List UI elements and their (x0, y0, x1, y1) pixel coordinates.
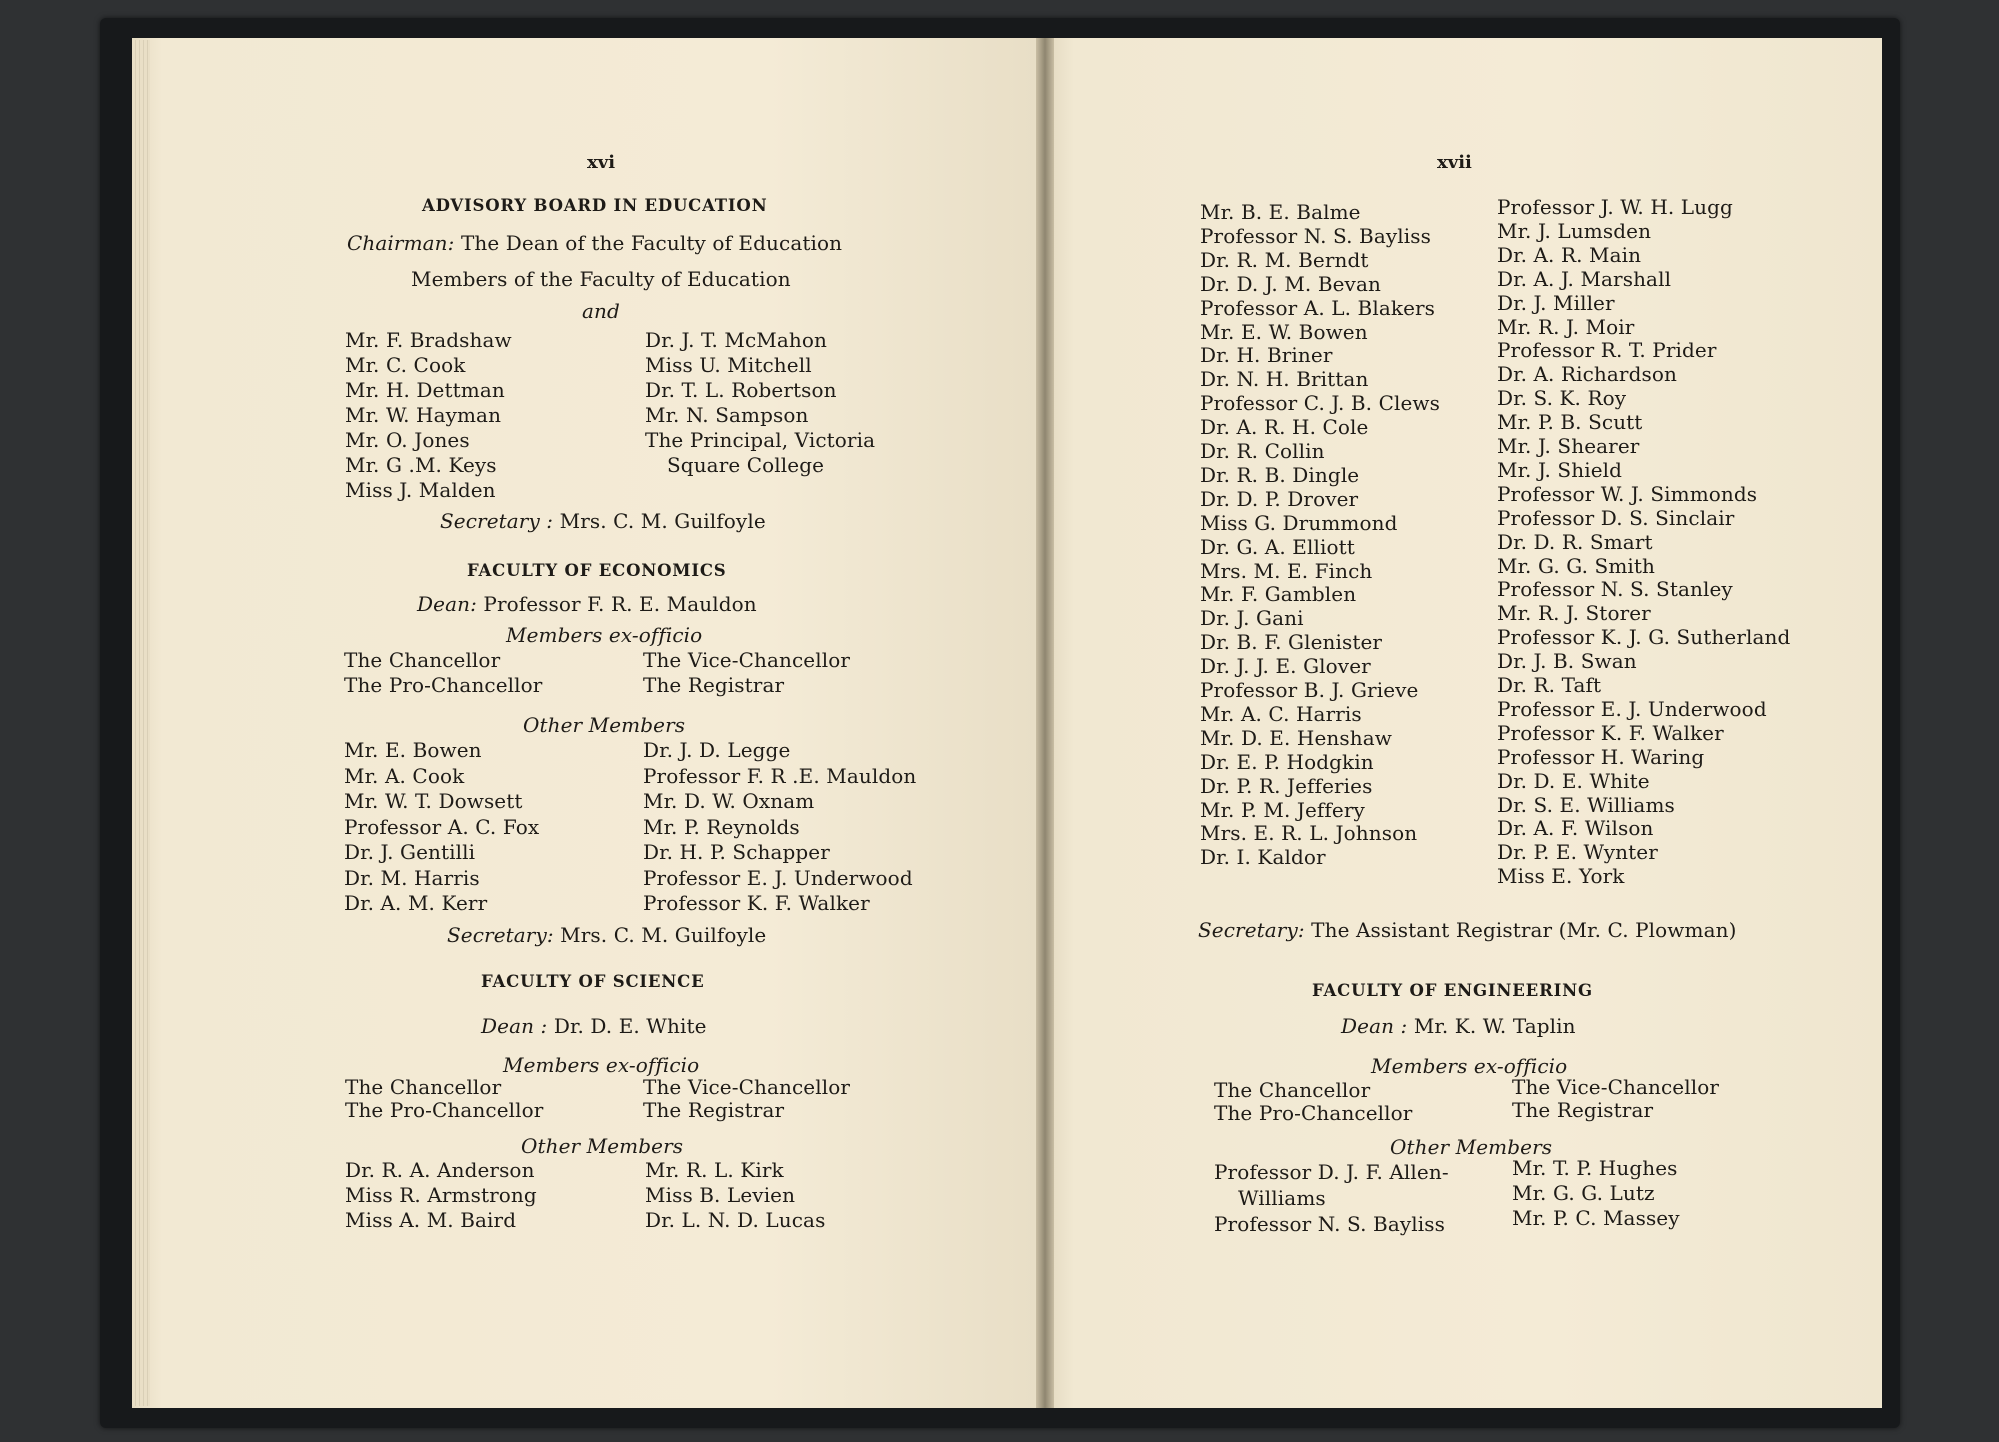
advisory-board-heading: ADVISORY BOARD IN EDUCATION (422, 196, 768, 215)
page-edges (132, 40, 150, 1406)
member-name: Dr. B. F. Glenister (1200, 630, 1383, 655)
secretary-label: Secretary: (1198, 918, 1305, 942)
member-name: Dr. T. L. Robertson (645, 378, 837, 402)
member-name: Dr. S. K. Roy (1497, 386, 1627, 411)
science-ex-officio-label: Members ex-officio (503, 1053, 700, 1077)
member-name: Miss B. Levien (645, 1183, 796, 1207)
member-name: The Registrar (643, 673, 785, 697)
member-name: Professor D. J. F. Allen- (1214, 1160, 1449, 1184)
member-name: Professor W. J. Simmonds (1497, 481, 1758, 506)
member-name: Dr. J. T. McMahon (645, 328, 827, 352)
member-name: Mrs. M. E. Finch (1200, 558, 1373, 583)
dean-name: Professor F. R. E. Mauldon (483, 592, 757, 616)
member-name: Mr. F. Gamblen (1200, 582, 1357, 607)
science-heading: FACULTY OF SCIENCE (481, 972, 705, 991)
member-name: Dr. J. Gentilli (344, 840, 476, 864)
member-name: Dr. D. E. White (1497, 768, 1650, 793)
secretary-name: Mrs. C. M. Guilfoyle (560, 923, 767, 947)
member-name: Professor F. R .E. Mauldon (643, 763, 917, 788)
member-name: Mr. N. Sampson (645, 403, 809, 427)
member-name: Mr. B. E. Balme (1200, 200, 1361, 224)
dean-label: Dean : (481, 1014, 548, 1038)
member-name: The Pro-Chancellor (1214, 1101, 1413, 1125)
science-dean-line (481, 1016, 707, 1036)
member-name: Mr. O. Jones (345, 428, 470, 452)
member-name: Dr. A. R. H. Cole (1200, 415, 1369, 440)
member-name: Mr. P. C. Massey (1512, 1206, 1680, 1230)
dean-name: Mr. K. W. Taplin (1413, 1014, 1576, 1038)
member-name: Dr. S. E. Williams (1497, 792, 1675, 817)
secretary-name: The Assistant Registrar (Mr. C. Plowman) (1311, 918, 1737, 942)
advisory-chairman-line (347, 233, 842, 253)
member-name: Professor N. S. Bayliss (1214, 1212, 1445, 1236)
member-name: Mr. G .M. Keys (345, 453, 497, 477)
member-name: The Chancellor (344, 648, 501, 672)
member-name: Dr. A. Richardson (1497, 362, 1677, 387)
economics-dean-line (417, 594, 757, 614)
secretary-label: Secretary: (447, 923, 554, 947)
member-name: Professor E. J. Underwood (643, 865, 913, 890)
member-name: The Vice-Chancellor (643, 648, 851, 672)
member-name: Mr. R. J. Storer (1497, 601, 1651, 626)
secretary-name: Mrs. C. M. Guilfoyle (559, 509, 766, 533)
advisory-secretary-line (440, 511, 766, 531)
science-secretary-line (1198, 920, 1737, 940)
member-name: Professor N. S. Bayliss (1200, 223, 1431, 248)
chairman-text: The Dean of the Faculty of Education (460, 231, 843, 255)
member-name: Professor A. L. Blakers (1200, 295, 1436, 320)
member-name: Dr. J. Gani (1200, 606, 1304, 631)
member-name: Dr. J. D. Legge (643, 738, 791, 762)
member-name: Mr. J. Shield (1497, 457, 1623, 482)
member-name: Dr. N. H. Brittan (1200, 367, 1369, 392)
member-name: Professor J. W. H. Lugg (1497, 195, 1733, 219)
dean-label: Dean: (417, 592, 477, 616)
member-name: Dr. A. R. Main (1497, 242, 1642, 267)
member-name: Professor R. T. Prider (1497, 338, 1717, 363)
member-name: Dr. G. A. Elliott (1200, 534, 1355, 559)
member-name: Mr. R. J. Moir (1497, 314, 1635, 339)
member-name: Professor N. S. Stanley (1497, 577, 1733, 602)
member-name: Professor K. J. G. Sutherland (1497, 625, 1791, 650)
member-name: Dr. A. F. Wilson (1497, 816, 1654, 841)
member-name: Mr. J. Shearer (1497, 434, 1640, 458)
member-name: Professor A. C. Fox (344, 814, 540, 839)
member-name: Mr. D. E. Henshaw (1200, 725, 1392, 750)
member-name: The Vice-Chancellor (643, 1075, 851, 1099)
science-other-label: Other Members (521, 1134, 684, 1158)
member-name: The Principal, Victoria (645, 428, 876, 452)
member-name: Mr. D. W. Oxnam (643, 789, 815, 813)
member-name: Dr. A. M. Kerr (344, 891, 488, 915)
member-name: Mr. C. Cook (345, 353, 466, 377)
member-name: Miss J. Malden (345, 478, 496, 502)
advisory-members-line: Members of the Faculty of Education (411, 267, 791, 291)
member-name: The Pro-Chancellor (344, 673, 543, 697)
member-name: The Pro-Chancellor (345, 1098, 544, 1122)
member-name: Mr. P. M. Jeffery (1200, 797, 1365, 822)
member-name: Dr. A. J. Marshall (1497, 266, 1672, 291)
member-name: Dr. H. P. Schapper (643, 840, 830, 864)
member-name: Professor D. S. Sinclair (1497, 505, 1735, 530)
member-name: Mrs. E. R. L. Johnson (1200, 821, 1418, 846)
page-number-left: xvi (587, 152, 616, 173)
engineering-ex-officio-label: Members ex-officio (1371, 1054, 1568, 1078)
member-name: Mr. A. C. Harris (1200, 701, 1362, 726)
secretary-label: Secretary : (440, 509, 554, 533)
member-name: Miss R. Armstrong (345, 1183, 537, 1207)
member-name: Miss U. Mitchell (645, 353, 812, 377)
member-name: Professor C. J. B. Clews (1200, 391, 1440, 416)
member-name: Mr. G. G. Lutz (1512, 1181, 1655, 1205)
member-name: Mr. P. B. Scutt (1497, 410, 1643, 435)
member-name: Dr. H. Briner (1200, 343, 1333, 368)
member-name: Professor B. J. Grieve (1200, 678, 1419, 702)
member-name: Mr. J. Lumsden (1497, 218, 1652, 243)
member-name: Mr. G. G. Smith (1497, 553, 1655, 578)
member-name: Mr. H. Dettman (345, 378, 505, 402)
member-name: Miss A. M. Baird (345, 1208, 517, 1232)
economics-secretary-line (447, 925, 766, 945)
member-name: Square College (667, 453, 825, 477)
member-name: Professor E. J. Underwood (1497, 696, 1767, 721)
member-name: Mr. T. P. Hughes (1512, 1156, 1678, 1180)
member-name: Dr. M. Harris (344, 865, 480, 890)
member-name: Mr. E. W. Bowen (1200, 319, 1368, 344)
member-name: The Registrar (643, 1098, 785, 1122)
member-name: Mr. F. Bradshaw (345, 328, 512, 352)
advisory-and: and (582, 299, 620, 323)
member-name: The Chancellor (1214, 1078, 1371, 1102)
member-name: Dr. E. P. Hodgkin (1200, 749, 1374, 774)
member-name: Dr. I. Kaldor (1200, 845, 1326, 870)
page-number-right: xvii (1437, 152, 1472, 173)
engineering-other-label: Other Members (1390, 1135, 1553, 1159)
dean-name: Dr. D. E. White (553, 1014, 707, 1038)
member-name: Dr. J. B. Swan (1497, 649, 1637, 674)
engineering-dean-line (1341, 1016, 1576, 1036)
member-name: Dr. L. N. D. Lucas (645, 1208, 826, 1232)
right-page (1046, 38, 1882, 1408)
book-gutter (1036, 38, 1054, 1408)
member-name: Dr. J. J. E. Glover (1200, 654, 1371, 679)
member-name: Professor K. F. Walker (643, 891, 870, 915)
member-name: Miss E. York (1497, 864, 1625, 889)
member-name: Professor K. F. Walker (1497, 720, 1724, 745)
member-name: Mr. W. Hayman (345, 403, 502, 427)
chairman-label: Chairman: (347, 231, 455, 255)
engineering-heading: FACULTY OF ENGINEERING (1312, 981, 1593, 1000)
member-name: Dr. J. Miller (1497, 290, 1615, 315)
economics-ex-officio-label: Members ex-officio (506, 623, 703, 647)
member-name: Dr. P. E. Wynter (1497, 840, 1658, 865)
member-name: Dr. R. M. Berndt (1200, 247, 1369, 272)
economics-other-label: Other Members (523, 713, 686, 737)
dean-label: Dean : (1341, 1014, 1408, 1038)
member-name: Dr. R. B. Dingle (1200, 462, 1360, 487)
member-name: The Vice-Chancellor (1512, 1075, 1720, 1099)
member-name: Mr. A. Cook (344, 763, 465, 788)
economics-heading: FACULTY OF ECONOMICS (467, 561, 727, 580)
member-name: Dr. R. A. Anderson (345, 1158, 535, 1182)
member-name: Dr. P. R. Jefferies (1200, 773, 1373, 798)
member-name: Miss G. Drummond (1200, 510, 1398, 535)
member-name: The Registrar (1512, 1098, 1654, 1122)
member-name: Dr. D. J. M. Bevan (1200, 271, 1381, 296)
member-name: Mr. P. Reynolds (643, 814, 800, 839)
member-name: Williams (1238, 1186, 1326, 1210)
member-name: Dr. R. Taft (1497, 673, 1602, 697)
member-name: The Chancellor (345, 1075, 502, 1099)
member-name: Mr. R. L. Kirk (645, 1158, 784, 1182)
member-name: Mr. E. Bowen (344, 738, 482, 762)
member-name: Dr. R. Collin (1200, 439, 1325, 463)
member-name: Professor H. Waring (1497, 744, 1705, 769)
member-name: Dr. D. P. Drover (1200, 486, 1359, 511)
member-name: Dr. D. R. Smart (1497, 529, 1653, 554)
member-name: Mr. W. T. Dowsett (344, 789, 523, 813)
